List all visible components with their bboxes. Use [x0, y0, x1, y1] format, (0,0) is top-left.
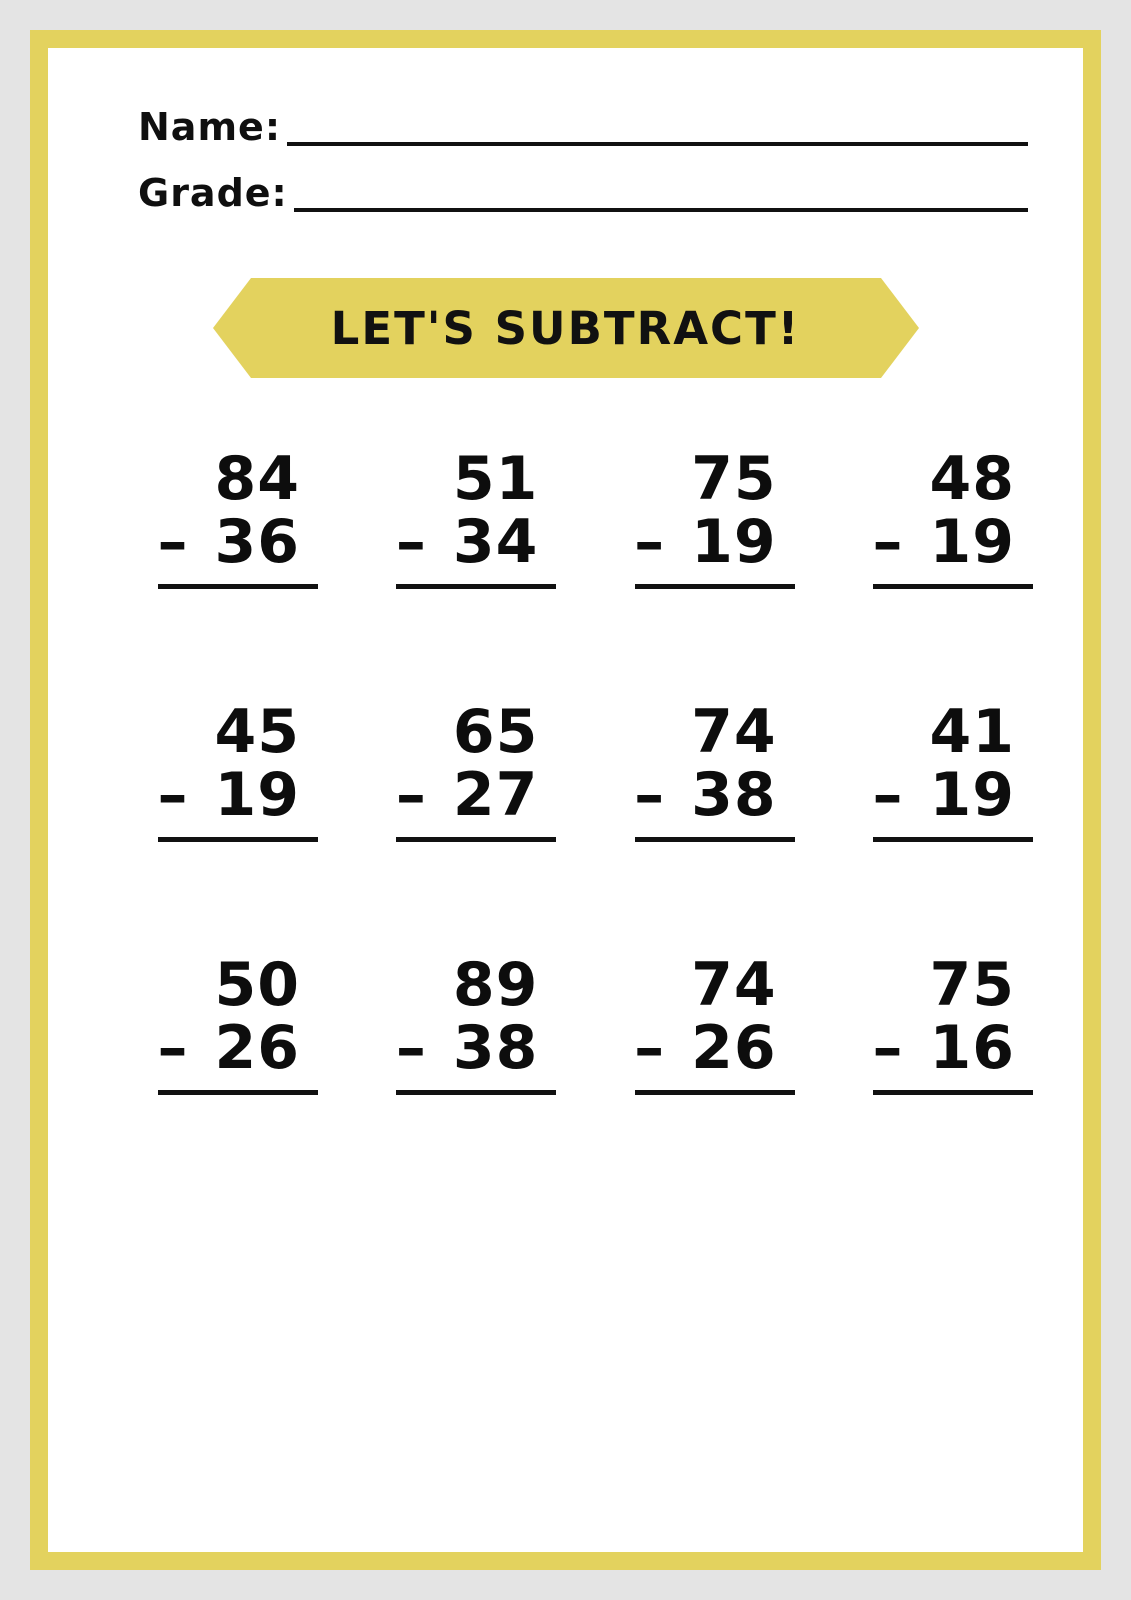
subtrahend: 19 — [929, 760, 1015, 830]
minuend: 74 — [691, 950, 777, 1020]
answer-line[interactable] — [635, 1090, 795, 1095]
answer-line[interactable] — [873, 837, 1033, 842]
subtrahend-row — [833, 760, 1033, 830]
grade-field-row — [138, 171, 1028, 215]
minuend: 45 — [214, 697, 300, 767]
subtrahend: 19 — [691, 507, 777, 577]
problems-grid — [118, 444, 1033, 1207]
minus-sign-icon: – — [157, 1013, 189, 1083]
subtrahend: 26 — [691, 1013, 777, 1083]
answer-line[interactable] — [396, 837, 556, 842]
problem-item — [833, 697, 1033, 842]
problem-item — [833, 444, 1033, 589]
minuend: 51 — [452, 444, 539, 514]
subtrahend: 26 — [214, 1013, 300, 1083]
minus-sign-icon: – — [872, 507, 904, 577]
subtrahend-row — [118, 507, 318, 577]
minus-sign-icon: – — [395, 507, 427, 577]
problem-item — [118, 950, 318, 1095]
problem-item — [118, 444, 318, 589]
minus-sign-icon: – — [872, 1013, 904, 1083]
answer-line[interactable] — [635, 584, 795, 589]
name-field-row — [138, 105, 1028, 149]
problem-item — [595, 950, 795, 1095]
minus-sign-icon: – — [872, 760, 904, 830]
subtrahend: 38 — [691, 760, 777, 830]
minus-sign-icon: – — [157, 507, 189, 577]
title-banner — [251, 278, 881, 378]
problem-row — [118, 950, 1033, 1095]
worksheet-border — [30, 30, 1101, 1570]
problem-item — [356, 950, 556, 1095]
title-banner-wrap — [48, 278, 1083, 378]
minuend: 74 — [691, 697, 777, 767]
answer-line[interactable] — [396, 1090, 556, 1095]
answer-line[interactable] — [873, 1090, 1033, 1095]
subtrahend-row — [118, 1013, 318, 1083]
subtrahend: 19 — [214, 760, 300, 830]
subtrahend-row — [356, 1013, 556, 1083]
student-info-fields — [138, 105, 1028, 240]
subtrahend-row — [118, 760, 318, 830]
problem-item — [595, 697, 795, 842]
problem-row — [118, 444, 1033, 589]
minus-sign-icon: – — [634, 1013, 666, 1083]
problem-item — [833, 950, 1033, 1095]
minus-sign-icon: – — [634, 507, 666, 577]
name-input-line[interactable] — [287, 136, 1028, 146]
minuend: 84 — [214, 444, 300, 514]
problem-item — [595, 444, 795, 589]
answer-line[interactable] — [873, 584, 1033, 589]
subtrahend-row — [356, 760, 556, 830]
minuend: 75 — [929, 950, 1015, 1020]
minuend: 48 — [929, 444, 1015, 514]
answer-line[interactable] — [635, 837, 795, 842]
minuend: 41 — [929, 697, 1015, 767]
subtrahend: 36 — [214, 507, 300, 577]
minus-sign-icon: – — [395, 1013, 427, 1083]
answer-line[interactable] — [396, 584, 556, 589]
grade-input-line[interactable] — [294, 202, 1028, 212]
problem-item — [356, 697, 556, 842]
minuend: 50 — [214, 950, 300, 1020]
subtrahend: 34 — [452, 507, 539, 577]
subtrahend-row — [595, 760, 795, 830]
subtrahend: 19 — [929, 507, 1015, 577]
minuend: 75 — [691, 444, 777, 514]
answer-line[interactable] — [158, 584, 318, 589]
minus-sign-icon: – — [395, 760, 427, 830]
grade-label: Grade: — [138, 171, 288, 215]
subtrahend: 38 — [452, 1013, 539, 1083]
worksheet-page — [48, 48, 1083, 1552]
subtrahend-row — [833, 1013, 1033, 1083]
subtrahend-row — [356, 507, 556, 577]
answer-line[interactable] — [158, 837, 318, 842]
subtrahend-row — [595, 1013, 795, 1083]
problem-row — [118, 697, 1033, 842]
page-title: LET'S SUBTRACT! — [330, 301, 801, 355]
problem-item — [118, 697, 318, 842]
subtrahend: 16 — [929, 1013, 1015, 1083]
problem-item — [356, 444, 556, 589]
name-label: Name: — [138, 105, 282, 149]
subtrahend: 27 — [452, 760, 539, 830]
minus-sign-icon: – — [157, 760, 189, 830]
minus-sign-icon: – — [634, 760, 666, 830]
minuend: 89 — [452, 950, 539, 1020]
subtrahend-row — [595, 507, 795, 577]
minuend: 65 — [452, 697, 539, 767]
answer-line[interactable] — [158, 1090, 318, 1095]
subtrahend-row — [833, 507, 1033, 577]
